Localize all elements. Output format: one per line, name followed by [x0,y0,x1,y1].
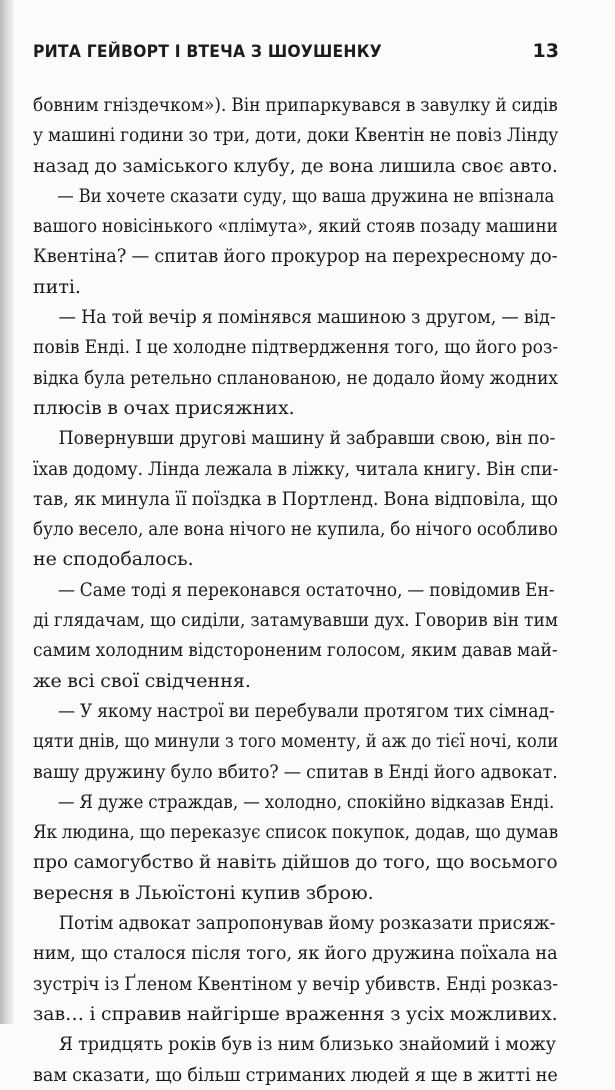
text-line: тав, як минула її поїздка в Портленд. Вона відповіла, що [33,487,558,510]
text-line: про самогубство й навіть дійшов до того, що восьмого [33,851,558,874]
text-line: було весело, але вона нічого не купила, бо нічого особливо [33,518,558,541]
text-line: зав… і справив найгірше враження з усіх можливих. [33,1002,558,1025]
text-line: Я тридцять років був із ним близько знайомий і можу [58,1033,556,1056]
text-line: ді глядачам, що сиділи, затамувавши дух. Говорив він тим [33,609,559,632]
text-line: зустріч із Ґленом Квентіном у вечір убивств. Енді розказ- [33,972,559,995]
chapter-title: РИТА ГЕЙВОРТ І ВТЕЧА З ШОУШЕНКУ [33,42,382,62]
text-line: ним, що сталося після того, як його дружина поїхала на [33,942,558,965]
text-line: відка була ретельно спланованою, не додало йому жодних [33,366,558,389]
text-line: плюсів в очах присяжних. [33,396,295,419]
text-line: самим холодним відстороненим голосом, яким давав май- [33,639,558,662]
text-line: назад до заміського клубу, де вона лишила своє авто. [33,154,558,177]
text-line: вересня в Льюїстоні купив зброю. [33,881,374,904]
text-line: — Саме тоді я переконався остаточно, — повідомив Ен- [57,578,555,601]
page-number: 13 [532,40,559,62]
text-line: їхав додому. Лінда лежала в ліжку, читала книгу. Він спи- [33,457,559,480]
text-line: бовним гніздечком»). Він припаркувався в завулку й сидів [33,94,558,116]
text-line: вам сказати, що більш стриманих людей я ще в житті не [33,1063,558,1086]
text-line: — У якому настрої ви перебували протягом тих сімнад- [58,699,555,722]
text-line: Потім адвокат запропонував йому розказати присяж- [58,912,556,935]
text-line: не сподобалось. [33,548,194,571]
text-line: Як людина, що переказує список покупок, додав, що думав [33,821,559,844]
text-line: — Ви хочете сказати суду, що ваша дружина не впізнала [57,184,555,207]
text-line: цяти днів, що минули з того моменту, й аж до тієї ночі, коли [33,730,559,753]
text-line: питі. [33,275,81,298]
text-line: — На той вечір я помінявся машиною з другом, — від- [58,306,556,329]
body-text [33,90,558,1090]
text-line: — Я дуже страждав, — холодно, спокійно відказав Енді. [57,790,555,813]
text-line: у машині години зо три, доти, доки Квентін не повіз Лінду [33,124,559,147]
text-line: Повернувши другові машину й забравши свою, він по- [58,427,556,450]
text-line: Квентіна? — спитав його прокурор на перехресному до- [33,245,558,268]
running-header [0,38,615,72]
text-line: же всі свої свідчення. [33,669,251,692]
text-line: вашого новісінького «плімута», який стояв позаду машини [33,215,558,238]
text-line: вашу дружину було вбито? — спитав в Енді його адвокат. [33,760,558,783]
text-line: повів Енді. І це холодне підтвердження того, що його роз- [33,336,559,359]
page-spine-shadow [0,0,14,1024]
